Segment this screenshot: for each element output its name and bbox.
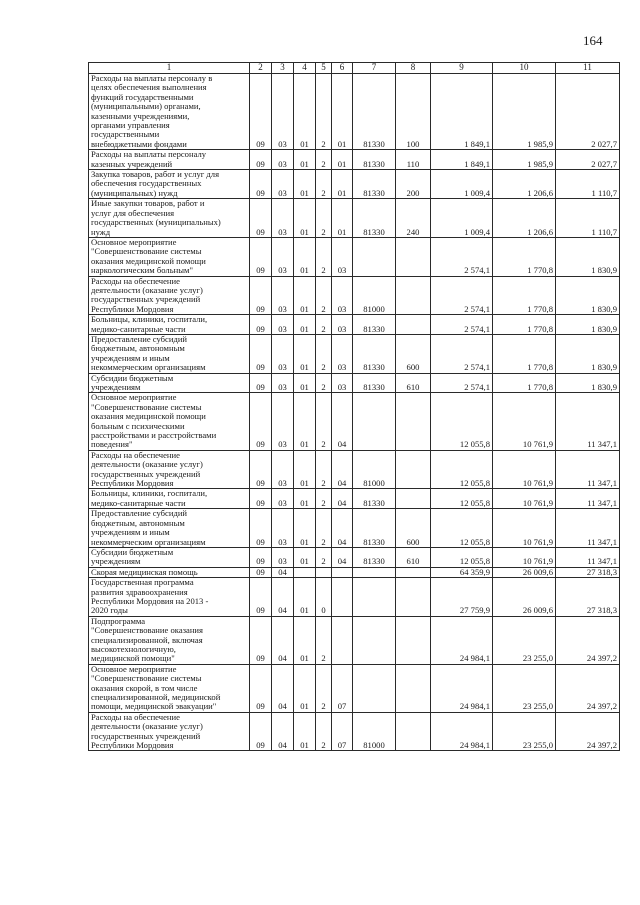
expense-type-code-cell xyxy=(396,567,431,577)
event-code-cell: 04 xyxy=(332,509,353,548)
target-article-code-cell: 81000 xyxy=(353,276,396,315)
amount-year-1-cell: 1 849,1 xyxy=(431,150,493,170)
subprogram-code-cell: 0 xyxy=(316,578,332,617)
table-row xyxy=(89,276,620,315)
amount-year-1-cell: 1 849,1 xyxy=(431,74,493,150)
amount-year-3-cell: 11 347,1 xyxy=(556,509,620,548)
row-name-cell: Иные закупки товаров, работ и услуг для обеспечения государственных (муниципальных) нужд xyxy=(89,199,250,238)
target-article-code-cell: 81330 xyxy=(353,547,396,567)
column-header: 3 xyxy=(272,63,294,74)
row-name-cell: Основное мероприятие "Совершенствование системы оказания медицинской помощи наркологическим больным" xyxy=(89,237,250,276)
subprogram-code-cell: 2 xyxy=(316,373,332,393)
row-name-cell: Расходы на обеспечение деятельности (оказание услуг) государственных учреждений Республики Мордовия xyxy=(89,450,250,489)
program-code-cell: 01 xyxy=(294,450,316,489)
table-row xyxy=(89,334,620,373)
program-code-cell: 01 xyxy=(294,334,316,373)
program-code-cell: 01 xyxy=(294,489,316,509)
amount-year-2-cell: 10 761,9 xyxy=(493,547,556,567)
subsection-code-cell: 03 xyxy=(272,237,294,276)
section-code-cell: 09 xyxy=(250,450,272,489)
target-article-code-cell: 81000 xyxy=(353,450,396,489)
expense-type-code-cell: 610 xyxy=(396,373,431,393)
section-code-cell: 09 xyxy=(250,547,272,567)
amount-year-2-cell: 10 761,9 xyxy=(493,450,556,489)
table-row xyxy=(89,616,620,664)
amount-year-3-cell: 24 397,2 xyxy=(556,616,620,664)
program-code-cell: 01 xyxy=(294,315,316,335)
expense-type-code-cell: 600 xyxy=(396,334,431,373)
event-code-cell: 07 xyxy=(332,664,353,712)
amount-year-1-cell: 12 055,8 xyxy=(431,509,493,548)
expense-type-code-cell xyxy=(396,616,431,664)
subprogram-code-cell: 2 xyxy=(316,450,332,489)
subsection-code-cell: 04 xyxy=(272,616,294,664)
event-code-cell xyxy=(332,616,353,664)
column-header: 1 xyxy=(89,63,250,74)
amount-year-1-cell: 2 574,1 xyxy=(431,315,493,335)
amount-year-2-cell: 1 985,9 xyxy=(493,74,556,150)
program-code-cell: 01 xyxy=(294,393,316,450)
program-code-cell: 01 xyxy=(294,199,316,238)
subprogram-code-cell: 2 xyxy=(316,150,332,170)
section-code-cell: 09 xyxy=(250,509,272,548)
section-code-cell: 09 xyxy=(250,315,272,335)
amount-year-1-cell: 24 984,1 xyxy=(431,664,493,712)
table-row xyxy=(89,237,620,276)
program-code-cell xyxy=(294,567,316,577)
subsection-code-cell: 03 xyxy=(272,276,294,315)
program-code-cell: 01 xyxy=(294,578,316,617)
target-article-code-cell: 81330 xyxy=(353,315,396,335)
section-code-cell: 09 xyxy=(250,489,272,509)
target-article-code-cell: 81330 xyxy=(353,489,396,509)
event-code-cell: 04 xyxy=(332,489,353,509)
target-article-code-cell xyxy=(353,237,396,276)
column-header: 4 xyxy=(294,63,316,74)
amount-year-2-cell: 10 761,9 xyxy=(493,509,556,548)
event-code-cell: 01 xyxy=(332,199,353,238)
amount-year-3-cell: 24 397,2 xyxy=(556,712,620,751)
program-code-cell: 01 xyxy=(294,276,316,315)
target-article-code-cell: 81330 xyxy=(353,150,396,170)
target-article-code-cell xyxy=(353,567,396,577)
target-article-code-cell: 81330 xyxy=(353,334,396,373)
amount-year-3-cell: 1 110,7 xyxy=(556,199,620,238)
amount-year-1-cell: 1 009,4 xyxy=(431,199,493,238)
subprogram-code-cell: 2 xyxy=(316,489,332,509)
subprogram-code-cell: 2 xyxy=(316,276,332,315)
amount-year-1-cell: 2 574,1 xyxy=(431,373,493,393)
table-row xyxy=(89,509,620,548)
column-header: 9 xyxy=(431,63,493,74)
target-article-code-cell: 81330 xyxy=(353,199,396,238)
amount-year-1-cell: 12 055,8 xyxy=(431,489,493,509)
event-code-cell: 04 xyxy=(332,393,353,450)
row-name-cell: Субсидии бюджетным учреждениям xyxy=(89,373,250,393)
program-code-cell: 01 xyxy=(294,616,316,664)
subprogram-code-cell xyxy=(316,567,332,577)
event-code-cell: 01 xyxy=(332,150,353,170)
subsection-code-cell: 04 xyxy=(272,567,294,577)
row-name-cell: Предоставление субсидий бюджетным, автономным учреждениям и иным некоммерческим организациям xyxy=(89,509,250,548)
amount-year-2-cell: 23 255,0 xyxy=(493,616,556,664)
event-code-cell: 04 xyxy=(332,450,353,489)
section-code-cell: 09 xyxy=(250,334,272,373)
subprogram-code-cell: 2 xyxy=(316,74,332,150)
amount-year-1-cell: 24 984,1 xyxy=(431,712,493,751)
row-name-cell: Субсидии бюджетным учреждениям xyxy=(89,547,250,567)
subsection-code-cell: 03 xyxy=(272,74,294,150)
table-row xyxy=(89,712,620,751)
section-code-cell: 09 xyxy=(250,373,272,393)
target-article-code-cell: 81330 xyxy=(353,170,396,199)
subprogram-code-cell: 2 xyxy=(316,237,332,276)
amount-year-2-cell: 1 985,9 xyxy=(493,150,556,170)
event-code-cell: 03 xyxy=(332,276,353,315)
row-name-cell: Скорая медицинская помощь xyxy=(89,567,250,577)
subsection-code-cell: 03 xyxy=(272,509,294,548)
amount-year-2-cell: 26 009,6 xyxy=(493,567,556,577)
expense-type-code-cell xyxy=(396,237,431,276)
subsection-code-cell: 03 xyxy=(272,170,294,199)
section-code-cell: 09 xyxy=(250,616,272,664)
amount-year-2-cell: 23 255,0 xyxy=(493,664,556,712)
expense-type-code-cell: 110 xyxy=(396,150,431,170)
amount-year-1-cell: 1 009,4 xyxy=(431,170,493,199)
program-code-cell: 01 xyxy=(294,664,316,712)
subsection-code-cell: 03 xyxy=(272,150,294,170)
table-row xyxy=(89,567,620,577)
amount-year-2-cell: 1 770,8 xyxy=(493,276,556,315)
expense-type-code-cell xyxy=(396,315,431,335)
column-header: 7 xyxy=(353,63,396,74)
table-row xyxy=(89,664,620,712)
subsection-code-cell: 03 xyxy=(272,315,294,335)
table-row xyxy=(89,315,620,335)
column-header: 6 xyxy=(332,63,353,74)
subsection-code-cell: 03 xyxy=(272,373,294,393)
section-code-cell: 09 xyxy=(250,567,272,577)
amount-year-1-cell: 2 574,1 xyxy=(431,276,493,315)
amount-year-2-cell: 1 770,8 xyxy=(493,237,556,276)
amount-year-2-cell: 1 206,6 xyxy=(493,170,556,199)
program-code-cell: 01 xyxy=(294,509,316,548)
section-code-cell: 09 xyxy=(250,150,272,170)
subprogram-code-cell: 2 xyxy=(316,334,332,373)
target-article-code-cell xyxy=(353,578,396,617)
row-name-cell: Больницы, клиники, госпитали, медико-санитарные части xyxy=(89,489,250,509)
amount-year-1-cell: 24 984,1 xyxy=(431,616,493,664)
subprogram-code-cell: 2 xyxy=(316,664,332,712)
row-name-cell: Основное мероприятие "Совершенствование системы оказания медицинской помощи больным с психическими расстройствами и расстройствами поведения" xyxy=(89,393,250,450)
program-code-cell: 01 xyxy=(294,712,316,751)
table-row xyxy=(89,578,620,617)
row-name-cell: Закупка товаров, работ и услуг для обеспечения государственных (муниципальных) нужд xyxy=(89,170,250,199)
event-code-cell: 03 xyxy=(332,334,353,373)
target-article-code-cell xyxy=(353,664,396,712)
amount-year-2-cell: 23 255,0 xyxy=(493,712,556,751)
amount-year-2-cell: 10 761,9 xyxy=(493,393,556,450)
expense-type-code-cell xyxy=(396,393,431,450)
budget-table xyxy=(88,62,620,751)
amount-year-3-cell: 11 347,1 xyxy=(556,547,620,567)
subsection-code-cell: 03 xyxy=(272,393,294,450)
amount-year-3-cell: 27 318,3 xyxy=(556,567,620,577)
subsection-code-cell: 03 xyxy=(272,199,294,238)
program-code-cell: 01 xyxy=(294,373,316,393)
amount-year-3-cell: 1 830,9 xyxy=(556,237,620,276)
column-header: 5 xyxy=(316,63,332,74)
table-row xyxy=(89,450,620,489)
expense-type-code-cell: 610 xyxy=(396,547,431,567)
section-code-cell: 09 xyxy=(250,664,272,712)
row-name-cell: Расходы на выплаты персоналу казенных учреждений xyxy=(89,150,250,170)
section-code-cell: 09 xyxy=(250,170,272,199)
target-article-code-cell: 81330 xyxy=(353,509,396,548)
amount-year-1-cell: 12 055,8 xyxy=(431,547,493,567)
subprogram-code-cell: 2 xyxy=(316,170,332,199)
expense-type-code-cell xyxy=(396,712,431,751)
row-name-cell: Расходы на обеспечение деятельности (оказание услуг) государственных учреждений Республики Мордовия xyxy=(89,712,250,751)
amount-year-3-cell: 11 347,1 xyxy=(556,489,620,509)
amount-year-1-cell: 2 574,1 xyxy=(431,334,493,373)
amount-year-1-cell: 12 055,8 xyxy=(431,450,493,489)
table-row xyxy=(89,170,620,199)
column-header: 10 xyxy=(493,63,556,74)
subprogram-code-cell: 2 xyxy=(316,393,332,450)
section-code-cell: 09 xyxy=(250,393,272,450)
subprogram-code-cell: 2 xyxy=(316,712,332,751)
subsection-code-cell: 03 xyxy=(272,450,294,489)
program-code-cell: 01 xyxy=(294,547,316,567)
amount-year-3-cell: 1 110,7 xyxy=(556,170,620,199)
column-header: 8 xyxy=(396,63,431,74)
target-article-code-cell: 81330 xyxy=(353,74,396,150)
amount-year-2-cell: 10 761,9 xyxy=(493,489,556,509)
amount-year-3-cell: 11 347,1 xyxy=(556,393,620,450)
amount-year-2-cell: 26 009,6 xyxy=(493,578,556,617)
amount-year-3-cell: 1 830,9 xyxy=(556,276,620,315)
event-code-cell: 01 xyxy=(332,74,353,150)
event-code-cell xyxy=(332,567,353,577)
section-code-cell: 09 xyxy=(250,578,272,617)
page-number: 164 xyxy=(583,33,603,48)
amount-year-1-cell: 64 359,9 xyxy=(431,567,493,577)
amount-year-2-cell: 1 770,8 xyxy=(493,315,556,335)
section-code-cell: 09 xyxy=(250,712,272,751)
amount-year-1-cell: 27 759,9 xyxy=(431,578,493,617)
amount-year-1-cell: 2 574,1 xyxy=(431,237,493,276)
table-row xyxy=(89,547,620,567)
amount-year-3-cell: 1 830,9 xyxy=(556,315,620,335)
subprogram-code-cell: 2 xyxy=(316,616,332,664)
subsection-code-cell: 04 xyxy=(272,578,294,617)
event-code-cell: 03 xyxy=(332,373,353,393)
event-code-cell xyxy=(332,578,353,617)
expense-type-code-cell: 600 xyxy=(396,509,431,548)
event-code-cell: 07 xyxy=(332,712,353,751)
table-row xyxy=(89,199,620,238)
expense-type-code-cell: 200 xyxy=(396,170,431,199)
amount-year-3-cell: 24 397,2 xyxy=(556,664,620,712)
amount-year-3-cell: 2 027,7 xyxy=(556,150,620,170)
section-code-cell: 09 xyxy=(250,74,272,150)
amount-year-3-cell: 11 347,1 xyxy=(556,450,620,489)
subprogram-code-cell: 2 xyxy=(316,315,332,335)
target-article-code-cell xyxy=(353,393,396,450)
amount-year-1-cell: 12 055,8 xyxy=(431,393,493,450)
amount-year-3-cell: 27 318,3 xyxy=(556,578,620,617)
section-code-cell: 09 xyxy=(250,276,272,315)
section-code-cell: 09 xyxy=(250,199,272,238)
table-header-row xyxy=(89,63,620,74)
subprogram-code-cell: 2 xyxy=(316,547,332,567)
event-code-cell: 01 xyxy=(332,170,353,199)
subprogram-code-cell: 2 xyxy=(316,199,332,238)
expense-type-code-cell xyxy=(396,450,431,489)
table-row xyxy=(89,150,620,170)
event-code-cell: 04 xyxy=(332,547,353,567)
row-name-cell: Государственная программа развития здравоохранения Республики Мордовия на 2013 - 2020 годы xyxy=(89,578,250,617)
program-code-cell: 01 xyxy=(294,237,316,276)
table-row xyxy=(89,393,620,450)
subsection-code-cell: 04 xyxy=(272,664,294,712)
amount-year-2-cell: 1 770,8 xyxy=(493,373,556,393)
row-name-cell: Предоставление субсидий бюджетным, автономным учреждениям и иным некоммерческим организациям xyxy=(89,334,250,373)
amount-year-2-cell: 1 770,8 xyxy=(493,334,556,373)
program-code-cell: 01 xyxy=(294,150,316,170)
row-name-cell: Больницы, клиники, госпитали, медико-санитарные части xyxy=(89,315,250,335)
target-article-code-cell: 81330 xyxy=(353,373,396,393)
column-header: 11 xyxy=(556,63,620,74)
row-name-cell: Основное мероприятие "Совершенствование системы оказания скорой, в том числе специализированной, медицинской помощи, медицинской эвакуации" xyxy=(89,664,250,712)
row-name-cell: Расходы на обеспечение деятельности (оказание услуг) государственных учреждений Республики Мордовия xyxy=(89,276,250,315)
expense-type-code-cell: 100 xyxy=(396,74,431,150)
subsection-code-cell: 03 xyxy=(272,334,294,373)
amount-year-3-cell: 1 830,9 xyxy=(556,334,620,373)
amount-year-3-cell: 1 830,9 xyxy=(556,373,620,393)
amount-year-3-cell: 2 027,7 xyxy=(556,74,620,150)
subsection-code-cell: 03 xyxy=(272,489,294,509)
table-row xyxy=(89,373,620,393)
amount-year-2-cell: 1 206,6 xyxy=(493,199,556,238)
event-code-cell: 03 xyxy=(332,237,353,276)
table-row xyxy=(89,74,620,150)
column-header: 2 xyxy=(250,63,272,74)
event-code-cell: 03 xyxy=(332,315,353,335)
table-row xyxy=(89,489,620,509)
section-code-cell: 09 xyxy=(250,237,272,276)
row-name-cell: Расходы на выплаты персоналу в целях обеспечения выполнения функций государственными (муниципальными) органами, казенными учреждениями, органами управления государственными внебюджетными фондами xyxy=(89,74,250,150)
target-article-code-cell: 81000 xyxy=(353,712,396,751)
expense-type-code-cell xyxy=(396,664,431,712)
expense-type-code-cell xyxy=(396,489,431,509)
target-article-code-cell xyxy=(353,616,396,664)
expense-type-code-cell xyxy=(396,276,431,315)
subsection-code-cell: 03 xyxy=(272,547,294,567)
expense-type-code-cell xyxy=(396,578,431,617)
subprogram-code-cell: 2 xyxy=(316,509,332,548)
program-code-cell: 01 xyxy=(294,74,316,150)
expense-type-code-cell: 240 xyxy=(396,199,431,238)
subsection-code-cell: 04 xyxy=(272,712,294,751)
program-code-cell: 01 xyxy=(294,170,316,199)
row-name-cell: Подпрограмма "Совершенствование оказания специализированной, включая высокотехнологичную, медицинской помощи" xyxy=(89,616,250,664)
